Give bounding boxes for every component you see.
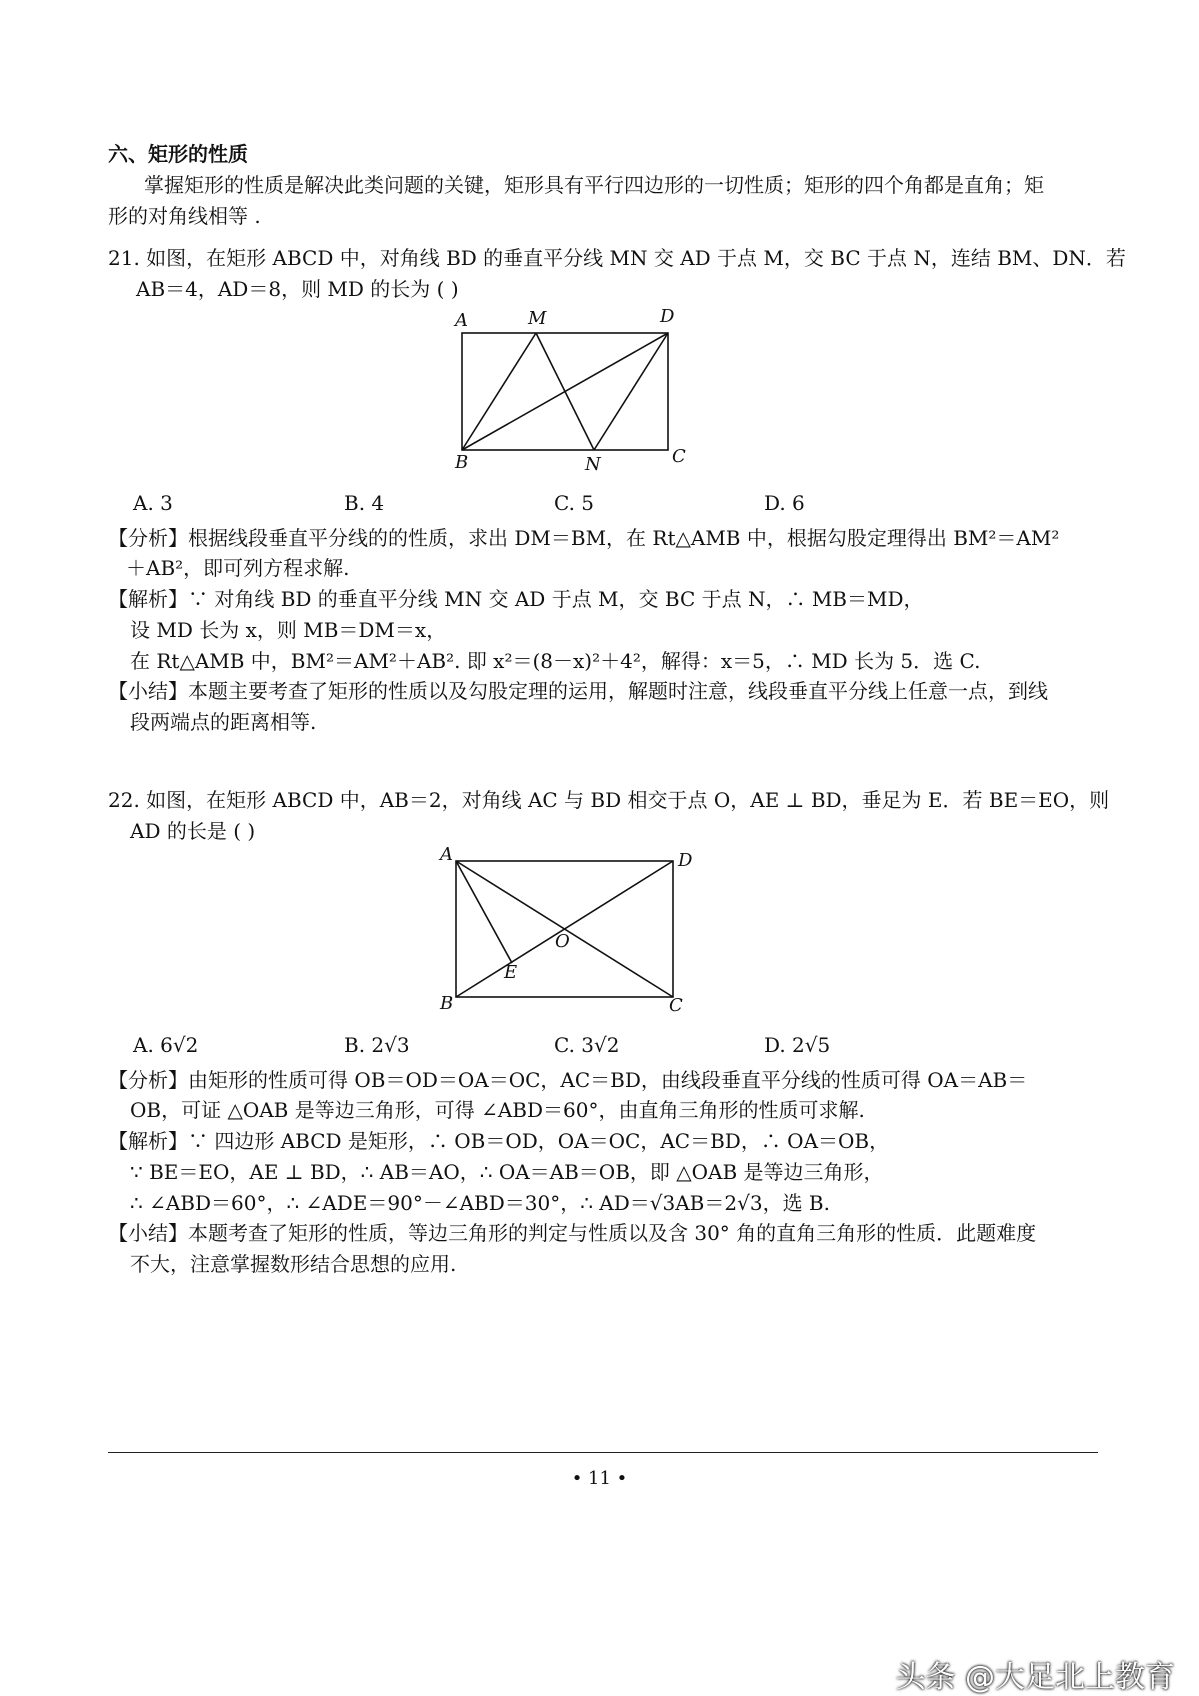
q22-label-o: O — [555, 931, 570, 952]
q22-segment-ae — [456, 861, 512, 963]
q21-label-a: A — [455, 310, 468, 331]
q21-stem-line-2: AB＝4，AD＝8，则 MD 的长为 ( ) — [136, 277, 459, 301]
q21-stem-line-1: 21. 如图，在矩形 ABCD 中，对角线 BD 的垂直平分线 MN 交 AD 于点 M，交 BC 于点 N，连结 BM、DN．若 — [108, 246, 1126, 270]
q21-segment-mn — [536, 333, 594, 450]
page-number: • 11 • — [571, 1468, 628, 1489]
q21-option-c: C. 5 — [554, 491, 595, 515]
q22-label-c: C — [669, 995, 683, 1016]
q21-analysis-1: 【分析】根据线段垂直平分线的的性质，求出 DM＝BM，在 Rt△AMB 中，根据勾股定理得出 BM²＝AM² — [108, 526, 1060, 550]
footer-rule — [108, 1452, 1098, 1453]
q22-option-d: D. 2√5 — [764, 1033, 831, 1057]
q22-solution-2: ∵ BE＝EO，AE ⊥ BD，∴ AB＝AO，∴ OA＝AB＝OB，即 △OAB 是等边三角形， — [130, 1160, 884, 1184]
q21-label-n: N — [585, 454, 601, 475]
q22-solution-3: ∴ ∠ABD＝60°，∴ ∠ADE＝90°－∠ABD＝30°，∴ AD＝√3AB＝2√3，选 B. — [130, 1191, 830, 1215]
q22-option-a: A. 6√2 — [133, 1033, 199, 1057]
q21-label-c: C — [672, 446, 686, 467]
q21-figure — [452, 305, 702, 480]
q21-summary-1: 【小结】本题主要考查了矩形的性质以及勾股定理的运用，解题时注意，线段垂直平分线上任意一点，到线 — [108, 679, 1048, 703]
q22-label-e: E — [504, 962, 518, 983]
q21-option-a: A. 3 — [133, 491, 173, 515]
q22-analysis-2: OB，可证 △OAB 是等边三角形，可得 ∠ABD＝60°，由直角三角形的性质可求解. — [130, 1098, 865, 1122]
q22-option-b: B. 2√3 — [344, 1033, 410, 1057]
q21-option-d: D. 6 — [764, 491, 805, 515]
intro-line-2: 形的对角线相等 . — [108, 204, 261, 228]
q22-solution-1: 【解析】∵ 四边形 ABCD 是矩形，∴ OB＝OD，OA＝OC，AC＝BD，∴ OA＝OB， — [108, 1129, 890, 1153]
q21-segment-bm — [462, 333, 536, 450]
q22-summary-1: 【小结】本题考查了矩形的性质，等边三角形的判定与性质以及含 30° 角的直角三角形的性质．此题难度 — [108, 1221, 1037, 1245]
q21-label-b: B — [455, 452, 469, 473]
q21-analysis-2: ＋AB²，即可列方程求解. — [126, 556, 350, 580]
q21-summary-2: 段两端点的距离相等. — [130, 710, 317, 734]
q22-figure — [436, 843, 706, 1018]
q22-label-b: B — [440, 993, 454, 1014]
q21-label-m: M — [528, 308, 547, 329]
intro-line-1: 掌握矩形的性质是解决此类问题的关键，矩形具有平行四边形的一切性质；矩形的四个角都是直角；矩 — [144, 173, 1044, 197]
q21-option-b: B. 4 — [344, 491, 385, 515]
q21-solution-3: 在 Rt△AMB 中，BM²＝AM²＋AB². 即 x²＝(8－x)²＋4²，解得：x＝5，∴ MD 长为 5．选 C. — [130, 649, 981, 673]
q22-option-c: C. 3√2 — [554, 1033, 620, 1057]
q22-summary-2: 不大，注意掌握数形结合思想的应用. — [130, 1252, 457, 1276]
q21-solution-2: 设 MD 长为 x，则 MB＝DM＝x， — [130, 618, 447, 642]
q22-stem-line-1: 22. 如图，在矩形 ABCD 中，AB＝2，对角线 AC 与 BD 相交于点 O，AE ⊥ BD，垂足为 E．若 BE＝EO，则 — [108, 788, 1110, 812]
q21-solution-1: 【解析】∵ 对角线 BD 的垂直平分线 MN 交 AD 于点 M，交 BC 于点 N，∴ MB＝MD， — [108, 587, 924, 611]
watermark: 头条 @大足北上教育 — [895, 1660, 1175, 1695]
section-heading: 六、矩形的性质 — [108, 142, 248, 166]
q21-segment-nd — [594, 333, 668, 450]
q22-label-d: D — [678, 850, 693, 871]
q22-stem-line-2: AD 的长是 ( ) — [130, 819, 256, 843]
q21-label-d: D — [660, 306, 675, 327]
q22-analysis-1: 【分析】由矩形的性质可得 OB＝OD＝OA＝OC，AC＝BD，由线段垂直平分线的性质可得 OA＝AB＝ — [108, 1068, 1028, 1092]
q22-label-a: A — [440, 844, 453, 865]
